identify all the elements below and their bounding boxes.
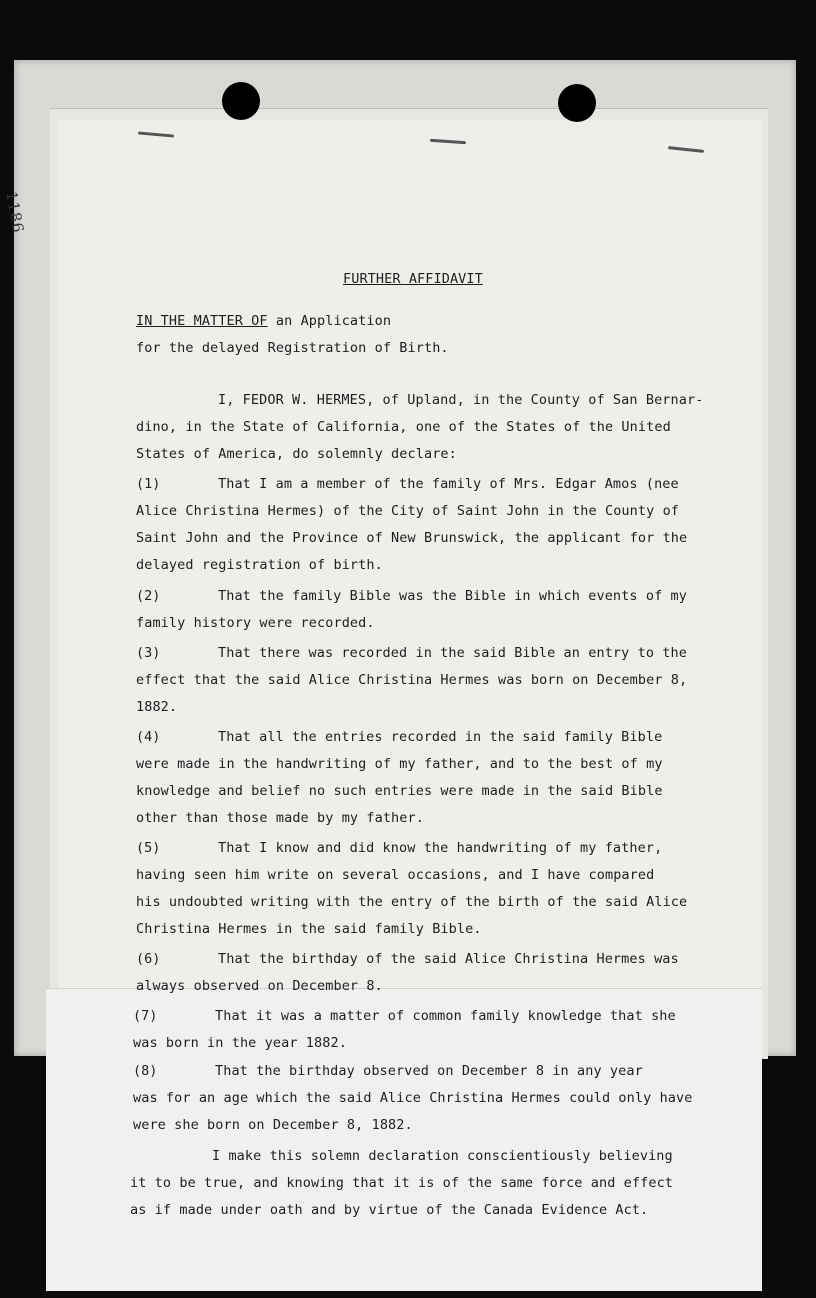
- matter-rest: an Application: [267, 313, 392, 329]
- paragraph-line: family history were recorded.: [136, 615, 375, 631]
- paragraph-line: That I know and did know the handwriting of my father,: [218, 840, 663, 856]
- paragraph-number: (6): [136, 951, 161, 967]
- paragraph-line: having seen him write on several occasions, and I have compared: [136, 867, 655, 883]
- paragraph-line: his undoubted writing with the entry of the birth of the said Alice: [136, 894, 688, 910]
- paragraph-line: That the family Bible was the Bible in which events of my: [218, 588, 687, 604]
- paragraph-line: That the birthday observed on December 8 in any year: [215, 1063, 643, 1079]
- intro-line: dino, in the State of California, one of the States of the United: [136, 419, 671, 435]
- paragraph-number: (8): [133, 1063, 158, 1079]
- paragraph-line: were made in the handwriting of my father, and to the best of my: [136, 756, 663, 772]
- paragraph-line: 1882.: [136, 699, 178, 715]
- document-title: FURTHER AFFIDAVIT: [343, 271, 483, 287]
- paragraph-line: That all the entries recorded in the said family Bible: [218, 729, 663, 745]
- paragraph-number: (7): [133, 1008, 158, 1024]
- closing-line: I make this solemn declaration conscientiously believing: [212, 1148, 673, 1164]
- paragraph-number: (4): [136, 729, 161, 745]
- document-page: [58, 120, 762, 990]
- paragraph-line: That I am a member of the family of Mrs. Edgar Amos (nee: [218, 476, 679, 492]
- paragraph-line: Saint John and the Province of New Brunswick, the applicant for the: [136, 530, 688, 546]
- paragraph-line: was for an age which the said Alice Christina Hermes could only have: [133, 1090, 693, 1106]
- document-page-lower-fold: [46, 988, 762, 1291]
- closing-line: as if made under oath and by virtue of the Canada Evidence Act.: [130, 1202, 649, 1218]
- punch-hole-left-icon: [222, 82, 260, 120]
- paragraph-line: That the birthday of the said Alice Christina Hermes was: [218, 951, 679, 967]
- intro-line: I, FEDOR W. HERMES, of Upland, in the County of San Bernar-: [218, 392, 704, 408]
- paragraph-line: Alice Christina Hermes) of the City of Saint John in the County of: [136, 503, 680, 519]
- matter-line: [136, 313, 391, 329]
- paragraph-line: effect that the said Alice Christina Hermes was born on December 8,: [136, 672, 688, 688]
- paragraph-line: That there was recorded in the said Bible an entry to the: [218, 645, 687, 661]
- intro-line: States of America, do solemnly declare:: [136, 446, 457, 462]
- paragraph-number: (2): [136, 588, 161, 604]
- matter-line-2: for the delayed Registration of Birth.: [136, 340, 449, 356]
- paragraph-line: other than those made by my father.: [136, 810, 424, 826]
- margin-note: 1186: [2, 190, 28, 235]
- paragraph-line: was born in the year 1882.: [133, 1035, 347, 1051]
- paragraph-number: (1): [136, 476, 161, 492]
- paragraph-line: That it was a matter of common family knowledge that she: [215, 1008, 676, 1024]
- closing-line: it to be true, and knowing that it is of the same force and effect: [130, 1175, 674, 1191]
- paragraph-number: (5): [136, 840, 161, 856]
- paragraph-line: were she born on December 8, 1882.: [133, 1117, 413, 1133]
- paragraph-number: (3): [136, 645, 161, 661]
- paragraph-line: Christina Hermes in the said family Bible.: [136, 921, 482, 937]
- paragraph-line: delayed registration of birth.: [136, 557, 383, 573]
- matter-label: IN THE MATTER OF: [136, 313, 268, 329]
- paragraph-line: knowledge and belief no such entries were made in the said Bible: [136, 783, 663, 799]
- punch-hole-right-icon: [558, 84, 596, 122]
- paragraph-line: always observed on December 8.: [136, 978, 383, 994]
